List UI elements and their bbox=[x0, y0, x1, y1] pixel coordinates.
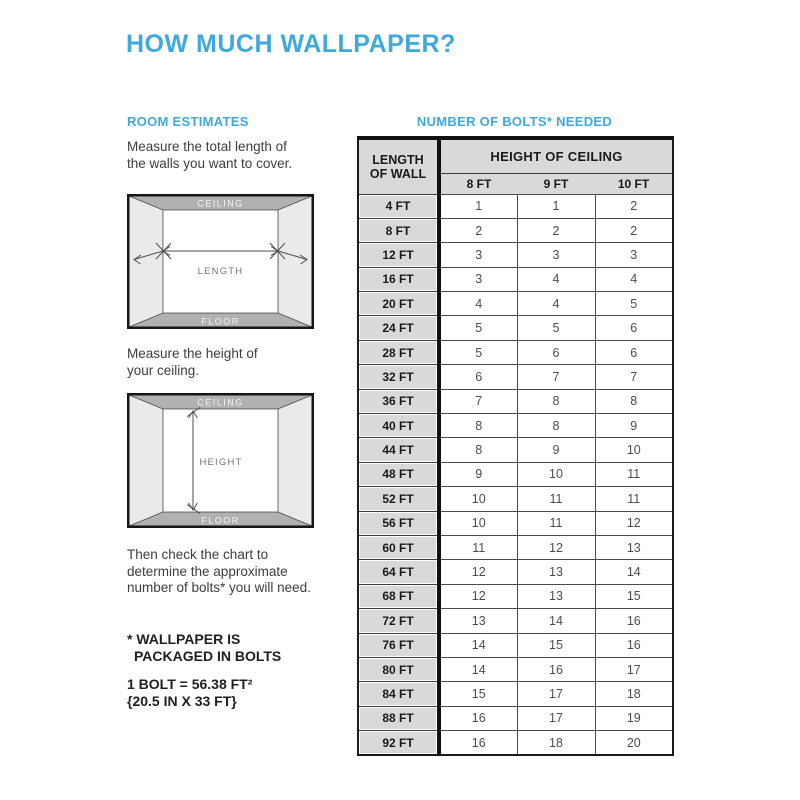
table-row bbox=[358, 243, 673, 267]
wall-header-line2: OF WALL bbox=[369, 166, 427, 181]
bolt-count-cell: 9 bbox=[517, 438, 595, 462]
ceiling-8ft-header: 8 FT bbox=[439, 173, 517, 194]
table-row bbox=[358, 267, 673, 291]
wall-length-cell: 48 FT bbox=[358, 462, 439, 486]
step1-line1: Measure the total length of bbox=[127, 139, 287, 154]
bolt-count-cell: 3 bbox=[439, 243, 517, 267]
bolt-count-cell: 10 bbox=[439, 487, 517, 511]
length-label: LENGTH bbox=[197, 266, 244, 277]
back-wall-surface bbox=[163, 210, 278, 313]
bolt-count-cell: 2 bbox=[439, 218, 517, 242]
bolt-count-cell: 13 bbox=[517, 560, 595, 584]
right-wall-surface bbox=[278, 395, 312, 526]
bolt-size-note bbox=[127, 676, 252, 710]
table-row bbox=[358, 438, 673, 462]
bolt-count-cell: 4 bbox=[595, 267, 673, 291]
bolt-count-cell: 2 bbox=[517, 218, 595, 242]
bolts-table bbox=[357, 136, 674, 756]
bolt-size-line2: {20.5 IN X 33 FT} bbox=[127, 693, 237, 709]
bolt-count-cell: 8 bbox=[517, 414, 595, 438]
bolt-count-cell: 10 bbox=[595, 438, 673, 462]
bolt-count-cell: 7 bbox=[595, 365, 673, 389]
table-row bbox=[358, 682, 673, 706]
bolt-count-cell: 14 bbox=[439, 657, 517, 681]
bolt-count-cell: 11 bbox=[439, 535, 517, 559]
room-height-diagram bbox=[127, 393, 314, 528]
wall-length-cell: 60 FT bbox=[358, 535, 439, 559]
wall-length-cell: 16 FT bbox=[358, 267, 439, 291]
left-wall-surface bbox=[129, 196, 163, 327]
table-row bbox=[358, 218, 673, 242]
bolt-count-cell: 8 bbox=[595, 389, 673, 413]
room-estimates-heading: ROOM ESTIMATES bbox=[127, 114, 249, 129]
bolt-count-cell: 13 bbox=[595, 535, 673, 559]
table-row bbox=[358, 462, 673, 486]
bolt-count-cell: 17 bbox=[517, 706, 595, 730]
bolt-count-cell: 12 bbox=[439, 560, 517, 584]
bolt-count-cell: 5 bbox=[517, 316, 595, 340]
bolt-count-cell: 12 bbox=[439, 584, 517, 608]
bolt-count-cell: 16 bbox=[439, 731, 517, 755]
bolt-count-cell: 14 bbox=[517, 609, 595, 633]
bolt-count-cell: 17 bbox=[595, 657, 673, 681]
bolt-count-cell: 16 bbox=[595, 633, 673, 657]
step1-instructions bbox=[127, 139, 292, 172]
bolt-count-cell: 16 bbox=[439, 706, 517, 730]
bolt-count-cell: 11 bbox=[595, 487, 673, 511]
bolt-count-cell: 8 bbox=[439, 414, 517, 438]
bolt-count-cell: 7 bbox=[517, 365, 595, 389]
bolt-count-cell: 15 bbox=[439, 682, 517, 706]
ceiling-9ft-header: 9 FT bbox=[517, 173, 595, 194]
bolt-count-cell: 4 bbox=[517, 267, 595, 291]
wall-length-cell: 32 FT bbox=[358, 365, 439, 389]
table-row bbox=[358, 487, 673, 511]
bolt-count-cell: 17 bbox=[517, 682, 595, 706]
bolt-count-cell: 8 bbox=[517, 389, 595, 413]
wall-length-cell: 88 FT bbox=[358, 706, 439, 730]
wall-length-cell: 8 FT bbox=[358, 218, 439, 242]
footnote-line2: PACKAGED IN BOLTS bbox=[134, 648, 282, 664]
bolt-size-line1: 1 BOLT = 56.38 FT² bbox=[127, 676, 253, 692]
table-row bbox=[358, 535, 673, 559]
bolt-count-cell: 15 bbox=[517, 633, 595, 657]
wall-header-line1: LENGTH bbox=[372, 152, 424, 167]
ceiling-label: CEILING bbox=[197, 198, 244, 209]
step3-line3: number of bolts* you will need. bbox=[127, 580, 311, 595]
height-label: HEIGHT bbox=[199, 457, 243, 468]
bolt-count-cell: 16 bbox=[595, 609, 673, 633]
bolt-count-cell: 3 bbox=[595, 243, 673, 267]
table-row bbox=[358, 292, 673, 316]
wall-length-cell: 12 FT bbox=[358, 243, 439, 267]
bolt-count-cell: 10 bbox=[517, 462, 595, 486]
wall-length-cell: 36 FT bbox=[358, 389, 439, 413]
bolt-count-cell: 14 bbox=[439, 633, 517, 657]
wall-length-cell: 68 FT bbox=[358, 584, 439, 608]
bolt-count-cell: 13 bbox=[517, 584, 595, 608]
page-title: HOW MUCH WALLPAPER? bbox=[126, 30, 456, 58]
table-row bbox=[358, 194, 673, 218]
bolt-footnote bbox=[127, 631, 281, 665]
bolt-count-cell: 19 bbox=[595, 706, 673, 730]
room-length-diagram bbox=[127, 194, 314, 329]
bolt-count-cell: 6 bbox=[595, 316, 673, 340]
step3-line1: Then check the chart to bbox=[127, 547, 269, 562]
bolt-count-cell: 7 bbox=[439, 389, 517, 413]
wall-length-cell: 44 FT bbox=[358, 438, 439, 462]
ceiling-label: CEILING bbox=[197, 397, 244, 408]
table-row bbox=[358, 389, 673, 413]
ceiling-height-group-header: HEIGHT OF CEILING bbox=[439, 138, 673, 173]
bolt-count-cell: 1 bbox=[517, 194, 595, 218]
table-row bbox=[358, 316, 673, 340]
bolt-count-cell: 6 bbox=[595, 340, 673, 364]
bolt-count-cell: 6 bbox=[517, 340, 595, 364]
wall-length-cell: 20 FT bbox=[358, 292, 439, 316]
wall-length-cell: 92 FT bbox=[358, 731, 439, 755]
wall-length-cell: 64 FT bbox=[358, 560, 439, 584]
ceiling-10ft-header: 10 FT bbox=[595, 173, 673, 194]
table-row bbox=[358, 365, 673, 389]
wall-length-cell: 28 FT bbox=[358, 340, 439, 364]
step2-line1: Measure the height of bbox=[127, 346, 258, 361]
table-row bbox=[358, 584, 673, 608]
wall-length-cell: 72 FT bbox=[358, 609, 439, 633]
bolt-count-cell: 4 bbox=[439, 292, 517, 316]
bolts-table-body bbox=[358, 194, 673, 755]
table-row bbox=[358, 657, 673, 681]
floor-label: FLOOR bbox=[201, 515, 240, 526]
bolt-count-cell: 8 bbox=[439, 438, 517, 462]
wall-length-cell: 4 FT bbox=[358, 194, 439, 218]
bolt-count-cell: 11 bbox=[517, 511, 595, 535]
wall-length-cell: 80 FT bbox=[358, 657, 439, 681]
step2-line2: your ceiling. bbox=[127, 362, 200, 378]
footnote-line1: * WALLPAPER IS bbox=[127, 631, 241, 647]
bolts-needed-heading: NUMBER OF BOLTS* NEEDED bbox=[416, 114, 613, 129]
step1-line2: the walls you want to cover. bbox=[127, 155, 293, 171]
bolt-count-cell: 5 bbox=[439, 316, 517, 340]
bolt-count-cell: 20 bbox=[595, 731, 673, 755]
step2-instructions bbox=[127, 346, 258, 379]
bolt-count-cell: 12 bbox=[595, 511, 673, 535]
table-row bbox=[358, 511, 673, 535]
bolt-count-cell: 5 bbox=[595, 292, 673, 316]
bolt-count-cell: 15 bbox=[595, 584, 673, 608]
bolt-count-cell: 13 bbox=[439, 609, 517, 633]
bolt-count-cell: 12 bbox=[517, 535, 595, 559]
table-row bbox=[358, 609, 673, 633]
table-row bbox=[358, 706, 673, 730]
bolt-count-cell: 2 bbox=[595, 194, 673, 218]
wall-length-cell: 52 FT bbox=[358, 487, 439, 511]
table-row bbox=[358, 731, 673, 755]
bolt-count-cell: 16 bbox=[517, 657, 595, 681]
wall-length-cell: 76 FT bbox=[358, 633, 439, 657]
step3-instructions bbox=[127, 547, 311, 597]
wall-length-column-header bbox=[358, 138, 439, 194]
bolt-count-cell: 9 bbox=[439, 462, 517, 486]
table-row bbox=[358, 560, 673, 584]
bolt-count-cell: 14 bbox=[595, 560, 673, 584]
bolt-count-cell: 9 bbox=[595, 414, 673, 438]
bolt-count-cell: 4 bbox=[517, 292, 595, 316]
step3-line2: determine the approximate bbox=[127, 563, 288, 579]
floor-label: FLOOR bbox=[201, 316, 240, 327]
table-row bbox=[358, 633, 673, 657]
bolt-count-cell: 3 bbox=[439, 267, 517, 291]
bolt-count-cell: 11 bbox=[595, 462, 673, 486]
bolt-count-cell: 10 bbox=[439, 511, 517, 535]
bolt-count-cell: 1 bbox=[439, 194, 517, 218]
bolt-count-cell: 18 bbox=[517, 731, 595, 755]
table-row bbox=[358, 414, 673, 438]
wall-length-cell: 84 FT bbox=[358, 682, 439, 706]
bolt-count-cell: 18 bbox=[595, 682, 673, 706]
bolt-count-cell: 3 bbox=[517, 243, 595, 267]
bolt-count-cell: 2 bbox=[595, 218, 673, 242]
bolt-count-cell: 5 bbox=[439, 340, 517, 364]
wall-length-cell: 40 FT bbox=[358, 414, 439, 438]
wall-length-cell: 24 FT bbox=[358, 316, 439, 340]
left-wall-surface bbox=[129, 395, 163, 526]
bolt-count-cell: 6 bbox=[439, 365, 517, 389]
bolt-count-cell: 11 bbox=[517, 487, 595, 511]
wall-length-cell: 56 FT bbox=[358, 511, 439, 535]
right-wall-surface bbox=[278, 196, 312, 327]
table-row bbox=[358, 340, 673, 364]
